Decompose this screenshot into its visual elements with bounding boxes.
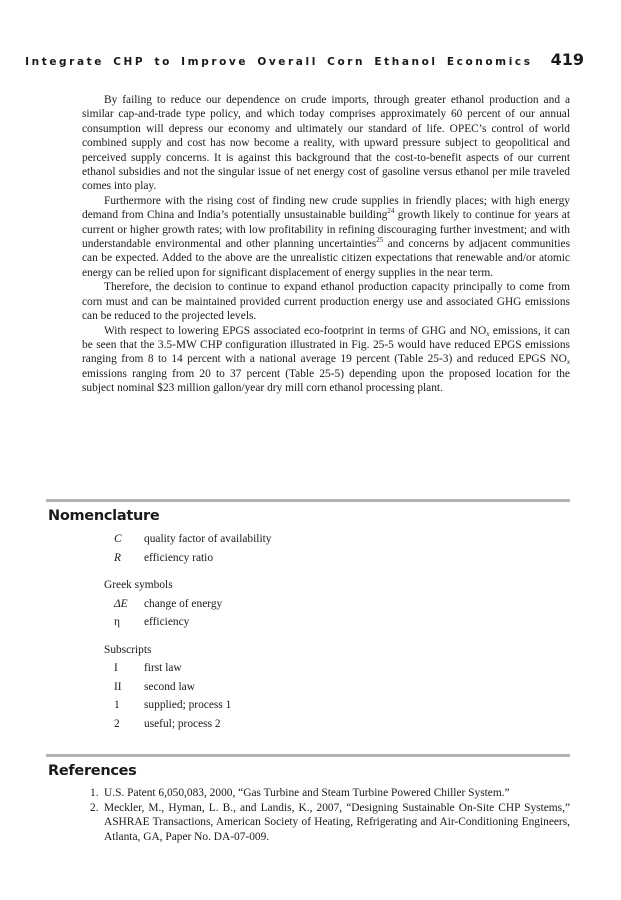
symbol: I [114, 662, 118, 675]
nomenclature-entry [104, 715, 524, 734]
section-divider [46, 754, 570, 757]
definition: second law [144, 680, 195, 693]
paragraph-3: Therefore, the decision to continue to expand ethanol production capacity principally to come from corn must and can be maintained provided current production energy use and associated GHG emissions can be reduced to the projected levels. [82, 281, 570, 323]
paragraph-4 [82, 324, 570, 396]
section-divider [46, 499, 570, 502]
nox-subscript: x [566, 358, 570, 367]
paragraph-2-part-c: and concerns by adjacent communities can be expected. Added to the above are the unrealistic citizen expectations that renewable and/or atomic energy can be relied upon for significant displacement of energy supplies in the near term. [82, 238, 571, 279]
nomenclature-entry [104, 696, 524, 715]
nomenclature-entry [104, 549, 524, 568]
definition: supplied; process 1 [144, 699, 232, 712]
definition: quality factor of availability [144, 533, 272, 546]
paragraph-4-part-c: emissions ranging from 20 to 37 percent (Table 25-5) depending upon the proposed location for the subject nominal $23 million gallon/year dry mill corn ethanol processing plant. [82, 367, 570, 395]
subscripts-heading: Subscripts [104, 643, 152, 656]
symbol: C [114, 533, 122, 546]
nomenclature-entry [104, 595, 524, 614]
reference-item [90, 801, 570, 845]
body-text [82, 93, 570, 396]
paragraph-2-part-a: Furthermore with the rising cost of finding new crude supplies in friendly places; with high energy demand from China and India’s potentially unsustainable building [82, 194, 570, 222]
symbol: 1 [114, 699, 120, 712]
nomenclature-entry [104, 678, 524, 697]
definition: useful; process 2 [144, 717, 221, 730]
reference-text: Meckler, M., Hyman, L. B., and Landis, K., 2007, “Designing Sustainable On-Site CHP Systems,” ASHRAE Transactions, American Society of Heating, Refrigerating and Air-Conditioning Engineers, Atlanta, GA, Paper No. DA-07-009. [104, 801, 570, 843]
reference-text: U.S. Patent 6,050,083, 2000, “Gas Turbine and Steam Turbine Powered Chiller System.” [104, 787, 510, 799]
definition: efficiency [144, 616, 190, 629]
running-head [25, 50, 584, 72]
footnote-24[interactable]: 24 [387, 207, 395, 216]
definition: change of energy [144, 597, 223, 610]
references-heading: References [48, 763, 137, 779]
reference-number: 2. [90, 801, 99, 814]
nomenclature-list [104, 530, 524, 733]
symbol: R [114, 551, 121, 564]
definition: efficiency ratio [144, 551, 214, 564]
symbol: ΔE [114, 597, 128, 610]
paragraph-1: By failing to reduce our dependence on crude imports, through greater ethanol production and a similar cap-and-trade type policy, and which today comprises approximately 60 percent of our annual consumption will depress our economy and ultimately our standard of life. OPEC’s control of world combined supply and cost has now become a reality, with upward pressure subject to geopolitical and perceived supply concerns. It is against this background that the cost-to-benefit aspects of our current ethanol subsidies and not the singular issue of net energy cost of gasoline versus ethanol per mile traveled comes into play. [82, 94, 570, 193]
definition: first law [144, 662, 182, 675]
page-number: 419 [550, 50, 584, 69]
running-title: Integrate CHP to Improve Overall Corn Ethanol Economics [25, 56, 533, 68]
symbol: η [114, 616, 120, 629]
symbol: 2 [114, 717, 120, 730]
footnote-25[interactable]: 25 [376, 236, 384, 245]
symbol: II [114, 680, 122, 693]
nomenclature-entry [104, 659, 524, 678]
paragraph-4-part-a: With respect to lowering EPGS associated eco-footprint in terms of GHG and NO [104, 324, 487, 337]
reference-item [90, 786, 570, 801]
paragraph-2 [82, 194, 570, 280]
references-list [90, 786, 570, 844]
paragraph-4-part-b: emissions, it can be seen that the 3.5-MW CHP configuration illustrated in Fig. 25-5 would have reduced EPGS emissions ranging from 8 to 14 percent with a national average 19 percent (Table 25-3) and reduced EPGS NO [82, 324, 570, 366]
nox-subscript: x [486, 329, 490, 338]
nomenclature-heading: Nomenclature [48, 508, 160, 524]
reference-number: 1. [90, 787, 99, 799]
paragraph-2-part-b: growth likely to continue for years at current or higher growth rates; with low profitability in refining discouraging further investment; and with understandable environmental and other planning uncertainties [82, 209, 570, 251]
nomenclature-entry [104, 613, 524, 632]
greek-symbols-heading: Greek symbols [104, 579, 173, 592]
nomenclature-entry [104, 530, 524, 549]
